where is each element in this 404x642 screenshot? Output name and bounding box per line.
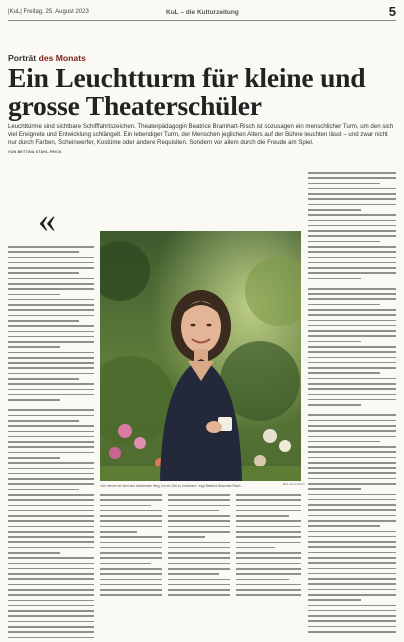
text-line <box>308 288 396 290</box>
text-line <box>308 341 361 343</box>
text-line <box>236 547 275 549</box>
text-line <box>8 563 94 565</box>
text-line <box>100 584 162 586</box>
text-line <box>308 531 396 533</box>
text-line <box>308 209 361 211</box>
text-line <box>8 536 94 538</box>
text-line <box>8 294 60 296</box>
section-title: KuL – die Kulturzeitung <box>166 9 239 16</box>
text-line <box>308 183 380 185</box>
text-line <box>308 573 396 575</box>
text-line <box>236 494 301 496</box>
text-line <box>8 457 60 459</box>
text-line <box>308 278 361 280</box>
text-line <box>236 536 301 538</box>
text-line <box>308 499 396 501</box>
text-line <box>8 352 94 354</box>
text-line <box>8 383 94 385</box>
text-line <box>8 520 94 522</box>
text-line <box>100 552 162 554</box>
text-line <box>8 325 94 327</box>
text-line <box>308 509 396 511</box>
text-line <box>308 214 396 216</box>
text-line <box>8 346 60 348</box>
text-line <box>8 600 94 602</box>
text-line <box>8 399 60 401</box>
text-line <box>168 568 230 570</box>
text-line <box>8 309 94 311</box>
text-line <box>8 404 94 406</box>
text-line <box>168 552 230 554</box>
text-line <box>168 526 230 528</box>
text-line <box>8 436 94 438</box>
text-line <box>100 494 162 496</box>
text-line <box>308 441 380 443</box>
text-line <box>308 230 396 232</box>
text-line <box>168 573 219 575</box>
text-line <box>100 563 151 565</box>
text-line <box>8 547 94 549</box>
text-line <box>236 515 289 517</box>
text-line <box>308 557 396 559</box>
text-line <box>100 505 151 507</box>
text-line <box>308 451 396 453</box>
text-line <box>308 610 396 612</box>
text-line <box>100 589 162 591</box>
page-number: 5 <box>388 4 396 19</box>
text-line <box>100 536 162 538</box>
text-line <box>308 504 396 506</box>
text-line <box>8 336 94 338</box>
text-line <box>308 388 396 390</box>
lead-paragraph: Leuchttürme sind sichtbare Schifffahrtszeichen. Theaterpädagogin Beatrice Bramhart-Risch ist sozusagen ein menschlicher Turm, um den sich viel Ereignete und Entwicklung schlängelt. Ein lebendiger Turm, der Menschen jeglichen Alters auf der Bühne leuchten lässt – und zwar nicht nur durch Farben, Scheinwerfer, Kostüme oder andere Requisiten. Sondern vor allem durch die Freude am Spiel. <box>8 123 394 147</box>
text-line <box>308 351 396 353</box>
text-line <box>308 583 396 585</box>
text-line <box>308 615 396 617</box>
byline: VON BETTINA STAHL-FRICK <box>8 150 62 154</box>
text-line <box>308 541 396 543</box>
text-line <box>8 288 94 290</box>
kicker-accent: des Monats <box>38 53 86 63</box>
text-line <box>308 293 396 295</box>
text-line <box>308 620 396 622</box>
text-line <box>236 594 301 596</box>
text-line <box>308 409 396 411</box>
text-line <box>236 505 301 507</box>
text-line <box>308 520 396 522</box>
text-line <box>308 304 380 306</box>
text-line <box>236 568 301 570</box>
text-line <box>308 257 396 259</box>
text-line <box>308 525 380 527</box>
text-line <box>308 568 396 570</box>
text-line <box>8 626 94 628</box>
photo-caption: «Ich nehme oft nicht den einfachsten Weg, um ein Ziel zu erreichen», sagt Beatrice Bramhart-Risch. <box>100 484 242 488</box>
text-line <box>8 510 94 512</box>
photo-credit: Bild: Anna Risch <box>283 482 305 486</box>
text-line <box>308 325 396 327</box>
text-line <box>8 578 94 580</box>
text-line <box>8 621 94 623</box>
text-line <box>308 309 396 311</box>
text-line <box>100 579 162 581</box>
text-line <box>8 637 94 639</box>
portrait-photo <box>100 231 301 481</box>
text-line <box>8 605 94 607</box>
text-line <box>308 357 396 359</box>
text-line <box>100 594 162 596</box>
text-line <box>308 446 396 448</box>
text-line <box>308 478 396 480</box>
text-line <box>236 579 289 581</box>
text-line <box>236 573 301 575</box>
text-line <box>236 563 301 565</box>
text-line <box>8 262 94 264</box>
text-line <box>308 283 396 285</box>
text-line <box>236 552 301 554</box>
text-line <box>308 367 396 369</box>
text-line <box>8 584 94 586</box>
text-line <box>8 452 94 454</box>
text-line <box>308 425 396 427</box>
text-line <box>8 272 79 274</box>
text-line <box>168 579 230 581</box>
text-line <box>236 542 301 544</box>
text-line <box>308 589 396 591</box>
text-line <box>8 468 94 470</box>
text-line <box>168 557 230 559</box>
text-line <box>8 515 94 517</box>
text-line <box>8 499 94 501</box>
headline: Ein Leuchtturm für kleine und grosse Theaterschüler <box>8 62 366 121</box>
text-line <box>308 467 396 469</box>
text-line <box>308 298 396 300</box>
text-line <box>308 605 396 607</box>
text-line <box>308 546 396 548</box>
text-line <box>308 372 380 374</box>
text-line <box>308 320 396 322</box>
text-line <box>308 562 396 564</box>
text-line <box>168 520 230 522</box>
text-line <box>168 505 230 507</box>
text-line <box>308 436 396 438</box>
text-line <box>168 510 219 512</box>
edition-date: |KuL| Freitag, 25. August 2023 <box>8 9 89 15</box>
text-line <box>308 430 396 432</box>
text-line <box>308 552 396 554</box>
text-line <box>168 531 230 533</box>
text-line <box>168 563 230 565</box>
text-line <box>8 331 94 333</box>
body-column-5 <box>308 172 396 636</box>
text-line <box>308 414 396 416</box>
text-line <box>308 378 396 380</box>
text-line <box>236 589 301 591</box>
text-line <box>8 415 94 417</box>
text-line <box>8 283 94 285</box>
text-line <box>308 220 396 222</box>
text-line <box>308 631 396 633</box>
text-line <box>308 272 396 274</box>
text-line <box>308 594 396 596</box>
header-rule <box>8 20 396 21</box>
body-column-4 <box>236 494 301 600</box>
text-line <box>8 615 94 617</box>
quote-mark-icon: « <box>38 200 56 240</box>
text-line <box>100 510 162 512</box>
text-line <box>308 536 396 538</box>
text-line <box>308 241 380 243</box>
page-header <box>8 6 396 20</box>
text-line <box>168 494 230 496</box>
text-line <box>8 573 94 575</box>
newspaper-page <box>8 6 396 597</box>
text-line <box>308 225 396 227</box>
text-line <box>168 515 230 517</box>
text-line <box>8 441 94 443</box>
kicker-prefix: Porträt <box>8 53 37 63</box>
text-line <box>308 462 396 464</box>
text-line <box>100 499 162 501</box>
text-line <box>8 494 94 496</box>
text-line <box>308 198 396 200</box>
text-line <box>308 488 361 490</box>
text-line <box>308 204 396 206</box>
text-line <box>8 373 94 375</box>
text-line <box>168 536 205 538</box>
text-line <box>308 578 396 580</box>
text-line <box>308 235 396 237</box>
text-line <box>8 246 94 248</box>
text-line <box>8 431 94 433</box>
text-line <box>8 362 94 364</box>
text-line <box>8 505 94 507</box>
text-line <box>8 315 94 317</box>
text-line <box>8 357 94 359</box>
body-column-1 <box>8 246 94 642</box>
text-line <box>8 446 94 448</box>
text-line <box>308 267 396 269</box>
text-line <box>8 462 94 464</box>
text-line <box>308 246 396 248</box>
text-line <box>8 304 94 306</box>
text-line <box>8 409 94 411</box>
text-line <box>8 557 94 559</box>
text-line <box>168 499 230 501</box>
text-line <box>100 531 137 533</box>
text-line <box>308 251 396 253</box>
text-line <box>8 425 94 427</box>
text-line <box>8 526 94 528</box>
text-line <box>308 420 396 422</box>
text-line <box>100 568 162 570</box>
text-line <box>8 489 79 491</box>
text-line <box>100 520 162 522</box>
text-line <box>8 278 94 280</box>
text-line <box>8 299 94 301</box>
text-line <box>8 610 94 612</box>
text-line <box>100 515 162 517</box>
text-line <box>168 542 230 544</box>
text-line <box>236 499 301 501</box>
text-line <box>8 568 94 570</box>
text-line <box>8 251 79 253</box>
text-line <box>8 552 60 554</box>
text-line <box>100 557 162 559</box>
text-line <box>308 335 396 337</box>
text-line <box>308 314 396 316</box>
text-line <box>308 457 396 459</box>
text-line <box>100 542 162 544</box>
text-line <box>8 594 94 596</box>
text-line <box>8 394 94 396</box>
body-column-2 <box>100 494 162 600</box>
text-line <box>8 420 79 422</box>
text-line <box>236 520 301 522</box>
text-line <box>100 573 162 575</box>
text-line <box>8 341 94 343</box>
text-line <box>168 584 230 586</box>
text-line <box>308 193 396 195</box>
text-line <box>308 330 396 332</box>
text-line <box>236 531 301 533</box>
text-line <box>100 547 162 549</box>
text-line <box>8 631 94 633</box>
text-line <box>8 531 94 533</box>
text-line <box>236 557 301 559</box>
text-line <box>308 188 396 190</box>
text-line <box>308 599 361 601</box>
text-line <box>8 389 94 391</box>
text-line <box>8 367 94 369</box>
text-line <box>8 473 94 475</box>
text-line <box>8 483 94 485</box>
text-line <box>168 594 230 596</box>
text-line <box>8 589 94 591</box>
text-line <box>308 483 396 485</box>
text-line <box>308 404 361 406</box>
text-line <box>308 172 396 174</box>
text-line <box>8 378 79 380</box>
text-line <box>100 526 162 528</box>
text-line <box>308 472 396 474</box>
text-line <box>8 257 94 259</box>
text-line <box>308 346 396 348</box>
text-line <box>308 515 396 517</box>
text-line <box>8 320 79 322</box>
text-line <box>308 494 396 496</box>
text-line <box>8 478 94 480</box>
text-line <box>168 547 230 549</box>
text-line <box>168 589 230 591</box>
text-line <box>8 267 94 269</box>
text-line <box>236 584 301 586</box>
text-line <box>236 510 301 512</box>
text-line <box>236 526 301 528</box>
text-line <box>308 177 396 179</box>
body-column-3 <box>168 494 230 600</box>
text-line <box>308 362 396 364</box>
text-line <box>308 262 396 264</box>
text-line <box>308 399 396 401</box>
text-line <box>8 541 94 543</box>
text-line <box>308 394 396 396</box>
text-line <box>308 383 396 385</box>
text-line <box>308 626 396 628</box>
